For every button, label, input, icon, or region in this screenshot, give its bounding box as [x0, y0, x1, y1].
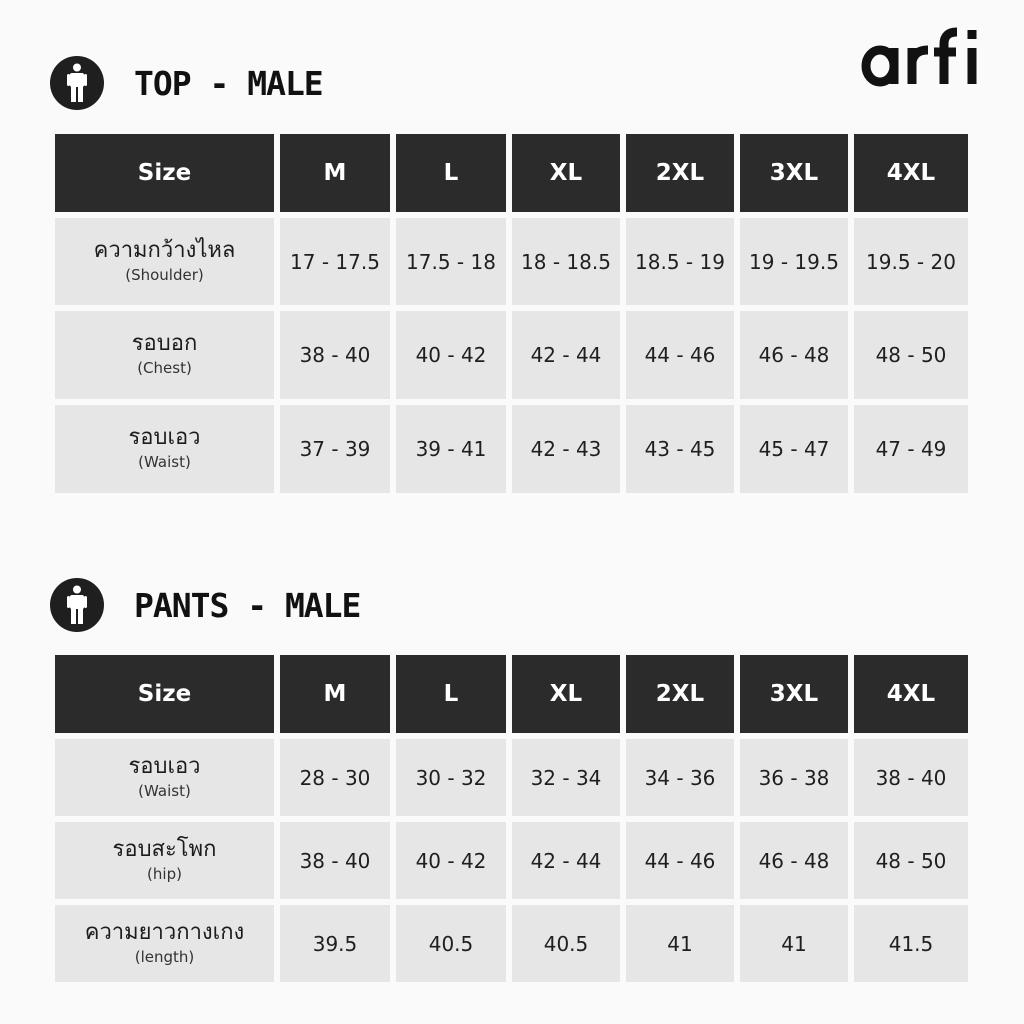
- size-value-cell: 42 - 44: [512, 311, 620, 399]
- size-column-header: 4XL: [854, 134, 968, 212]
- measurement-label-english: (Waist): [138, 781, 191, 800]
- measurement-label: [55, 739, 274, 816]
- top-section-title: TOP - MALE: [134, 63, 323, 103]
- measurement-label-thai: ความกว้างไหล: [93, 237, 236, 263]
- size-value-cell: 39 - 41: [396, 405, 506, 493]
- size-column-header: 4XL: [854, 655, 968, 733]
- person-icon: [50, 56, 104, 110]
- size-value-cell: 47 - 49: [854, 405, 968, 493]
- size-value-cell: 18.5 - 19: [626, 218, 734, 305]
- measurement-label: [55, 218, 274, 305]
- size-value-cell: 48 - 50: [854, 822, 968, 899]
- size-value-cell: 41: [626, 905, 734, 982]
- measurement-label-thai: รอบอก: [131, 331, 198, 356]
- size-column-header: M: [280, 655, 390, 733]
- size-value-cell: 40 - 42: [396, 822, 506, 899]
- measurement-label: [55, 311, 274, 399]
- measurement-label: [55, 405, 274, 493]
- size-value-cell: 38 - 40: [280, 822, 390, 899]
- size-column-header: 3XL: [740, 134, 848, 212]
- measurement-label-thai: รอบสะโพก: [112, 836, 217, 862]
- size-value-cell: 37 - 39: [280, 405, 390, 493]
- size-column-header: 2XL: [626, 655, 734, 733]
- measurement-label-english: (Chest): [137, 359, 192, 377]
- size-column-header: 2XL: [626, 134, 734, 212]
- size-value-cell: 17 - 17.5: [280, 218, 390, 305]
- table-row: [55, 905, 968, 982]
- size-value-cell: 44 - 46: [626, 822, 734, 899]
- size-value-cell: 32 - 34: [512, 739, 620, 816]
- measurement-label-english: (Waist): [138, 453, 191, 471]
- person-icon: [50, 578, 104, 632]
- table-row: [55, 311, 968, 399]
- pants-size-table: [49, 649, 974, 988]
- brand-logo: [860, 14, 990, 94]
- pants-section-title: PANTS - MALE: [134, 585, 361, 625]
- size-value-cell: 36 - 38: [740, 739, 848, 816]
- size-value-cell: 45 - 47: [740, 405, 848, 493]
- size-value-cell: 39.5: [280, 905, 390, 982]
- size-column-header: L: [396, 134, 506, 212]
- size-value-cell: 19 - 19.5: [740, 218, 848, 305]
- size-value-cell: 30 - 32: [396, 739, 506, 816]
- size-value-cell: 38 - 40: [854, 739, 968, 816]
- measurement-label-thai: ความยาวกางเกง: [84, 919, 245, 945]
- measurement-label: [55, 905, 274, 982]
- table-row: [55, 405, 968, 493]
- size-value-cell: 17.5 - 18: [396, 218, 506, 305]
- measurement-label-thai: รอบเอว: [128, 753, 201, 779]
- table-row: [55, 822, 968, 899]
- pants-section-header: [50, 577, 360, 633]
- size-value-cell: 41.5: [854, 905, 968, 982]
- measurement-label-english: (length): [134, 947, 195, 966]
- table-row: [55, 218, 968, 305]
- size-value-cell: 40.5: [396, 905, 506, 982]
- size-column-header: L: [396, 655, 506, 733]
- size-value-cell: 43 - 45: [626, 405, 734, 493]
- size-value-cell: 42 - 43: [512, 405, 620, 493]
- size-value-cell: 40.5: [512, 905, 620, 982]
- size-value-cell: 41: [740, 905, 848, 982]
- size-column-header: 3XL: [740, 655, 848, 733]
- size-column-header: XL: [512, 134, 620, 212]
- top-section-header: [50, 55, 323, 111]
- size-column-header: M: [280, 134, 390, 212]
- top-size-table: [49, 128, 974, 499]
- measurement-label: [55, 822, 274, 899]
- measurement-label-thai: รอบเอว: [128, 425, 201, 450]
- size-value-cell: 28 - 30: [280, 739, 390, 816]
- size-header-cell: Size: [55, 655, 274, 733]
- size-column-header: XL: [512, 655, 620, 733]
- size-value-cell: 40 - 42: [396, 311, 506, 399]
- size-value-cell: 18 - 18.5: [512, 218, 620, 305]
- size-value-cell: 38 - 40: [280, 311, 390, 399]
- measurement-label-english: (Shoulder): [125, 265, 204, 284]
- size-value-cell: 42 - 44: [512, 822, 620, 899]
- size-value-cell: 19.5 - 20: [854, 218, 968, 305]
- table-header-row: [55, 655, 968, 733]
- size-value-cell: 48 - 50: [854, 311, 968, 399]
- size-value-cell: 46 - 48: [740, 311, 848, 399]
- measurement-label-english: (hip): [147, 864, 182, 883]
- size-header-cell: Size: [55, 134, 274, 212]
- size-value-cell: 46 - 48: [740, 822, 848, 899]
- size-value-cell: 34 - 36: [626, 739, 734, 816]
- table-header-row: [55, 134, 968, 212]
- size-value-cell: 44 - 46: [626, 311, 734, 399]
- table-row: [55, 739, 968, 816]
